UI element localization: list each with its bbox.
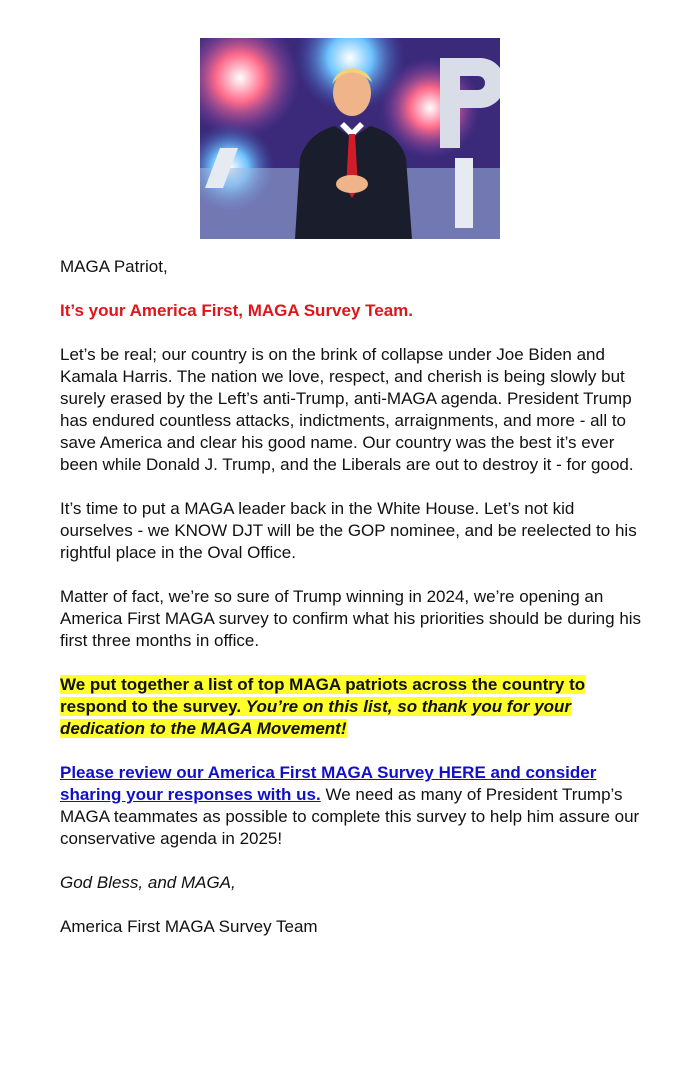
highlight-bold-text: We put together a list of top MAGA patriots across the country to respond to the survey. [60,675,586,716]
survey-link[interactable]: Please review our America First MAGA Survey HERE and consider sharing your responses with us. [60,763,597,804]
signature: America First MAGA Survey Team [60,917,318,936]
paragraph-collapse: Let’s be real; our country is on the brink of collapse under Joe Biden and Kamala Harris. The nation we love, respect, and cherish is being slowly but surely erased by the Left’s anti-Trump, anti-MAGA agenda. President Trump has endured countless attacks, indictments, arraignments, and more - all to save America and clear his good name. Our country was the best it’s ever been while Donald J. Trump, and the Liberals are out to destroy it - for good. [60,345,634,474]
email-body [60,256,650,960]
highlight-italic-text: You’re on this list, so thank you for your dedication to the MAGA Movement! [60,697,572,738]
highlight-paragraph [60,674,650,740]
intro-heading: It’s your America First, MAGA Survey Team. [60,301,414,320]
cta-paragraph [60,762,650,850]
paragraph-survey-intro: Matter of fact, we’re so sure of Trump winning in 2024, we’re opening an America First MAGA survey to confirm what his priorities should be during his first three months in office. [60,587,642,650]
paragraph-maga-leader: It’s time to put a MAGA leader back in the White House. Let’s not kid ourselves - we KNOW DJT will be the GOP nominee, and be reelected to his rightful place in the Oval Office. [60,499,637,562]
closing: God Bless, and MAGA, [60,873,236,892]
cta-after-text: We need as many of President Trump’s MAGA teammates as possible to complete this survey to help him assure our conservative agenda in 2025! [60,785,640,848]
trump-stage-photo-icon [200,38,500,239]
greeting: MAGA Patriot, [60,257,168,276]
hero-image [200,38,500,239]
